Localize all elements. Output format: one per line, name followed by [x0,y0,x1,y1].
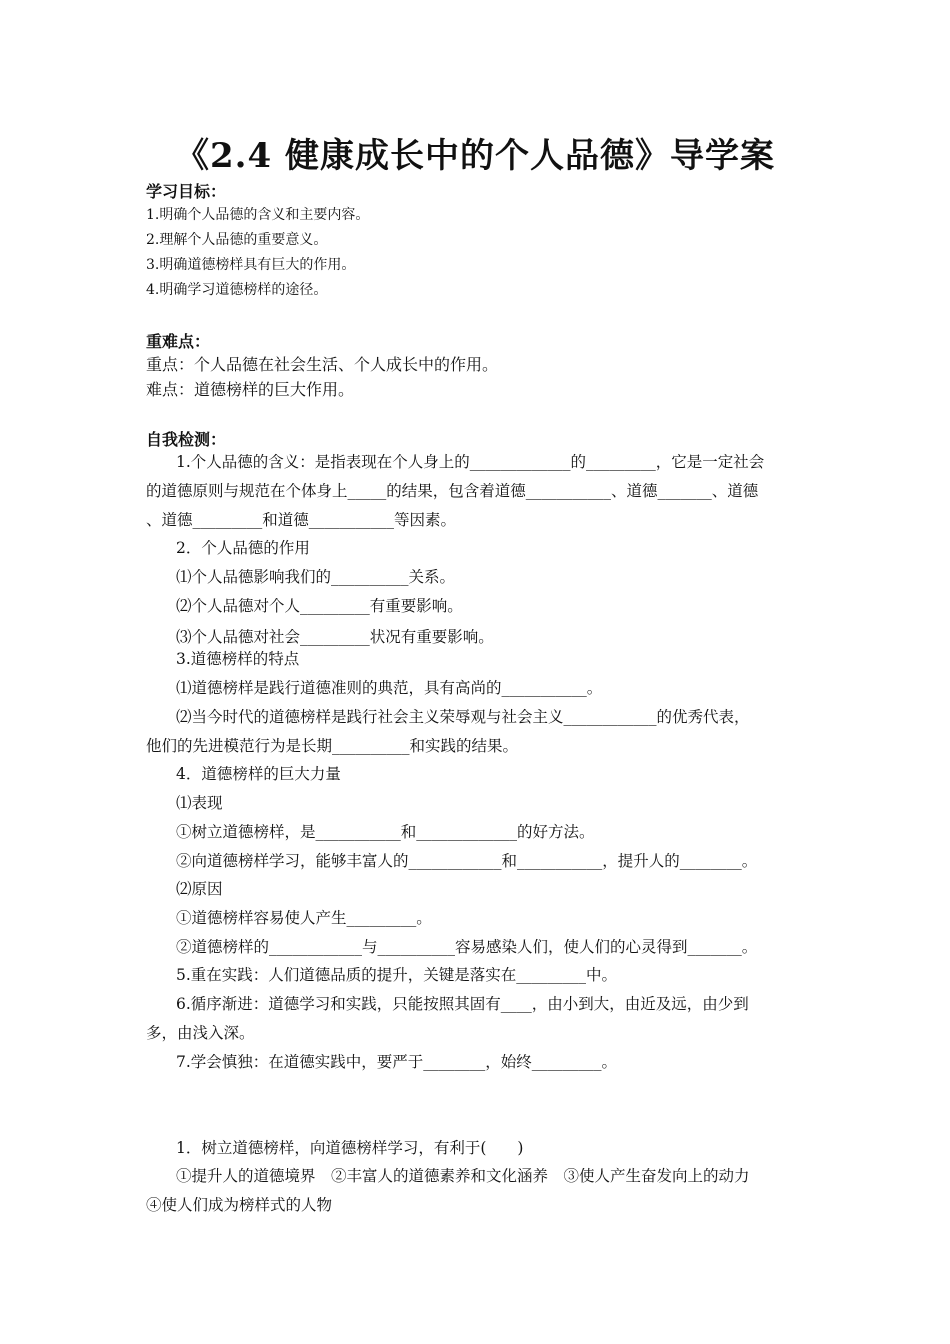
question-stem: 1．树立道德榜样，向道德榜样学习，有利于( ) [176,1139,524,1157]
selfcheck-line: 2．个人品德的作用 [176,539,310,557]
selfcheck-line: 多，由浅入深。 [146,1024,255,1042]
selfcheck-line: 的道德原则与规范在个体身上_____的结果，包含着道德___________、道德_______、道德 [146,482,759,500]
selfcheck-line: 1.个人品德的含义：是指表现在个人身上的_____________的_________，它是一定社会 [176,453,765,471]
question-options: ④使人们成为榜样式的人物 [146,1196,333,1214]
objective-item: 3.明确道德榜样具有巨大的作用。 [146,257,356,273]
selfcheck-line: 他们的先进模范行为是长期__________和实践的结果。 [146,737,519,755]
selfcheck-line: ①道德榜样容易使人产生_________。 [176,909,432,927]
objectives-heading: 学习目标： [146,182,227,201]
selfcheck-line: 7.学会慎独：在道德实践中，要严于________，始终_________。 [176,1053,618,1071]
objective-item: 4.明确学习道德榜样的途径。 [146,282,328,298]
selfcheck-line: ⑵当今时代的道德榜样是践行社会主义荣辱观与社会主义____________的优秀代表， [176,708,750,726]
selfcheck-line: ⑴道德榜样是践行道德准则的典范，具有高尚的___________。 [176,679,603,697]
objective-item: 1.明确个人品德的含义和主要内容。 [146,207,370,223]
selfcheck-heading: 自我检测： [146,430,227,449]
key-point: 重点：个人品德在社会生活、个人成长中的作用。 [146,355,499,374]
selfcheck-line: ⑶个人品德对社会_________状况有重要影响。 [176,628,494,646]
selfcheck-line: 6.循序渐进：道德学习和实践，只能按照其固有____，由小到大，由近及远，由少到 [176,995,749,1013]
selfcheck-line: ②向道德榜样学习，能够丰富人的____________和___________，提升人的________。 [176,852,758,870]
selfcheck-line: ②道德榜样的____________与__________容易感染人们，使人们的心灵得到_______。 [176,938,758,956]
objective-item: 2.理解个人品德的重要意义。 [146,232,328,248]
selfcheck-line: 4．道德榜样的巨大力量 [176,765,341,783]
difficult-point: 难点：道德榜样的巨大作用。 [146,380,355,399]
selfcheck-line: ⑴个人品德影响我们的__________关系。 [176,568,456,586]
selfcheck-line: 、道德_________和道德___________等因素。 [146,511,457,529]
page-title: 《2.4 健康成长中的个人品德》导学案 [175,136,775,176]
selfcheck-line: ⑴表现 [176,794,223,812]
selfcheck-line: ⑵个人品德对个人_________有重要影响。 [176,597,463,615]
selfcheck-line: 5.重在实践：人们道德品质的提升，关键是落实在_________中。 [176,966,618,984]
keypoints-heading: 重难点： [146,332,211,351]
selfcheck-line: ①树立道德榜样，是___________和_____________的好方法。 [176,823,595,841]
selfcheck-line: 3.道德榜样的特点 [176,650,300,668]
question-options: ①提升人的道德境界 ②丰富人的道德素养和文化涵养 ③使人产生奋发向上的动力 [176,1167,750,1185]
selfcheck-line: ⑵原因 [176,880,223,898]
